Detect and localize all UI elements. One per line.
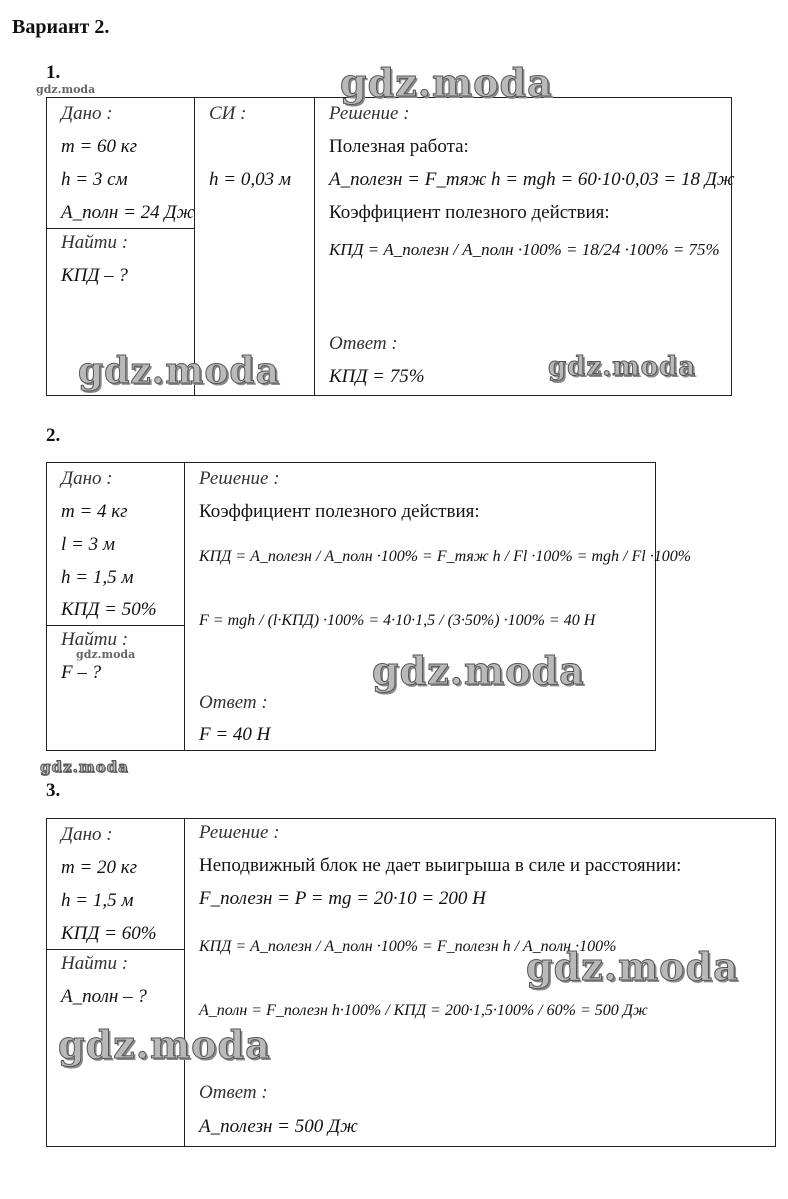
task1-answer: КПД = 75% bbox=[329, 366, 425, 387]
given-label: Дано : bbox=[61, 824, 113, 845]
task3-number: 3. bbox=[46, 780, 61, 801]
task3-find: A_полн – ? bbox=[61, 986, 147, 1007]
task2-answer: F = 40 Н bbox=[199, 724, 271, 745]
task1-si-value: h = 0,03 м bbox=[209, 169, 291, 190]
task1-find: КПД – ? bbox=[61, 265, 128, 286]
task1-given-2: A_полн = 24 Дж bbox=[61, 202, 195, 223]
watermark: gdz.moda bbox=[36, 83, 96, 96]
task2-given-1: l = 3 м bbox=[61, 534, 115, 555]
watermark: gdz.moda bbox=[40, 758, 129, 776]
task1-formula1: A_полезн = F_тяж h = mgh = 60·10·0,03 = 18 Дж bbox=[329, 169, 735, 190]
task1-given-1: h = 3 см bbox=[61, 169, 128, 190]
task3-formula3: A_полн = F_полезн h·100% / КПД = 200·1,5·100% / 60% = 500 Дж bbox=[199, 1002, 648, 1019]
task2-find-cell bbox=[47, 626, 185, 751]
task2-table bbox=[46, 462, 692, 751]
task2-given-cell bbox=[47, 463, 185, 626]
task2-given-0: m = 4 кг bbox=[61, 501, 128, 522]
task3-formula1: F_полезн = P = mg = 20·10 = 200 Н bbox=[199, 888, 486, 909]
task1-solution-cell bbox=[315, 98, 735, 396]
solution-label: Решение : bbox=[329, 103, 410, 124]
task3-given-2: КПД = 60% bbox=[61, 923, 157, 944]
page-title: Вариант 2. bbox=[12, 16, 110, 38]
task1-given-0: m = 60 кг bbox=[61, 136, 138, 157]
watermark: gdz.moda bbox=[526, 944, 739, 989]
task2-given-2: h = 1,5 м bbox=[61, 567, 134, 588]
answer-label: Ответ : bbox=[199, 692, 268, 713]
task1-formula2: КПД = A_полезн / A_полн ·100% = 18/24 ·100% = 75% bbox=[329, 240, 720, 259]
task2-solution-cell bbox=[185, 463, 692, 751]
task1-given-cell bbox=[47, 98, 195, 229]
find-label: Найти : bbox=[61, 953, 129, 974]
watermark: gdz.moda bbox=[548, 352, 697, 382]
answer-label: Ответ : bbox=[199, 1082, 268, 1103]
task2-formula1: КПД = A_полезн / A_полн ·100% = F_тяж h / Fl ·100% = mgh / Fl ·100% bbox=[199, 548, 692, 565]
task3-text1: Неподвижный блок не дает выигрыша в силе и расстоянии: bbox=[199, 855, 682, 876]
task2-text1: Коэффициент полезного действия: bbox=[199, 501, 480, 522]
task1-text2: Коэффициент полезного действия: bbox=[329, 202, 610, 223]
task3-formula2: КПД = A_полезн / A_полн ·100% = F_полезн h / A_полн ·100% bbox=[199, 938, 617, 955]
task3-given-1: h = 1,5 м bbox=[61, 890, 134, 911]
task3-given-cell bbox=[47, 819, 185, 950]
task1-number: 1. bbox=[46, 62, 61, 83]
solution-label: Решение : bbox=[199, 822, 280, 843]
si-label: СИ : bbox=[209, 103, 247, 124]
task2-number: 2. bbox=[46, 425, 61, 446]
solution-label: Решение : bbox=[199, 468, 280, 489]
watermark: gdz.moda bbox=[340, 60, 553, 105]
given-label: Дано : bbox=[61, 468, 113, 489]
given-label: Дано : bbox=[61, 103, 113, 124]
watermark: gdz.moda bbox=[372, 648, 585, 693]
task3-answer: A_полезн = 500 Дж bbox=[199, 1116, 358, 1137]
task3-given-0: m = 20 кг bbox=[61, 857, 138, 878]
answer-label: Ответ : bbox=[329, 333, 398, 354]
watermark: gdz.moda bbox=[78, 350, 280, 392]
task1-text1: Полезная работа: bbox=[329, 136, 469, 157]
task2-find: F – ? bbox=[61, 662, 102, 683]
find-label: Найти : bbox=[61, 232, 129, 253]
find-label: Найти : bbox=[61, 629, 129, 650]
watermark: gdz.moda bbox=[58, 1022, 271, 1067]
watermark: gdz.moda bbox=[76, 648, 136, 661]
task2-given-3: КПД = 50% bbox=[61, 599, 157, 620]
task2-formula2: F = mgh / (l·КПД) ·100% = 4·10·1,5 / (3·50%) ·100% = 40 Н bbox=[199, 612, 596, 629]
